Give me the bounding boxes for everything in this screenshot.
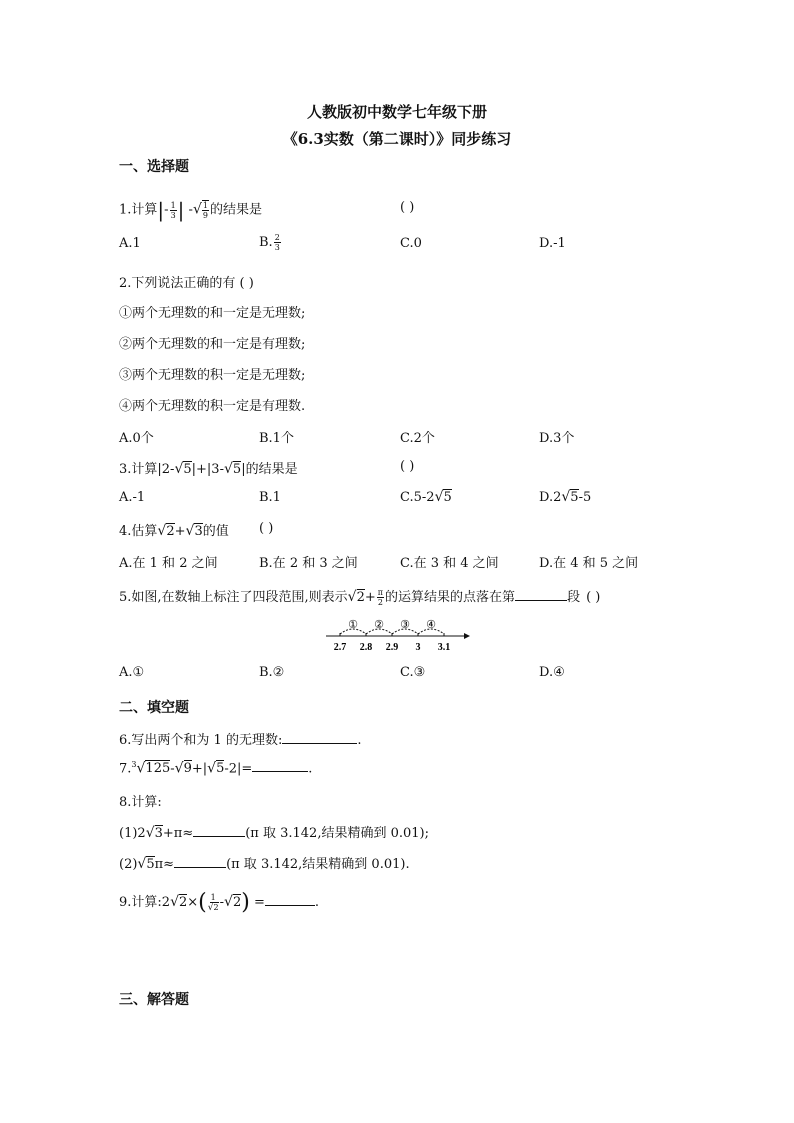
q4-answer-paren: ( ) xyxy=(259,521,274,536)
q5-option-a: A.① xyxy=(119,665,145,680)
sqrt-icon: √ xyxy=(145,825,155,841)
q1-frac-2: $\frac{1}{9}$ xyxy=(202,201,208,220)
q2-option-c: C.2个 xyxy=(400,431,435,446)
section-heading-choice: 一、选择题 xyxy=(119,159,189,175)
q2-option-d: D.3个 xyxy=(539,431,575,446)
q2-statement-2: ②两个无理数的和一定是有理数; xyxy=(119,337,306,352)
q5-option-d: D.④ xyxy=(539,665,565,680)
q5-option-b: B.② xyxy=(259,665,285,680)
sqrt-icon: √ xyxy=(347,589,357,605)
q1-option-b: B. $\frac{2}{3}$ xyxy=(259,233,280,252)
sqrt-icon: √ xyxy=(170,894,179,910)
sqrt-icon: √ xyxy=(157,523,167,539)
question-3: 3.计算|2-√5|+|3-√5|的结果是 xyxy=(119,461,298,477)
q2-statement-3: ③两个无理数的积一定是无理数; xyxy=(119,368,306,383)
q4-option-a: A.在 1 和 2 之间 xyxy=(119,556,218,571)
number-line-tick-label: 3 xyxy=(415,642,421,653)
number-line-tick-label: 3.1 xyxy=(437,642,451,653)
sqrt-icon: √ xyxy=(137,856,147,872)
q1-frac-1: $\frac{1}{3}$ xyxy=(170,200,176,220)
question-6: 6.写出两个和为 1 的无理数: . xyxy=(119,733,362,748)
q3-answer-paren: ( ) xyxy=(400,459,415,474)
q2-statement-4: ④两个无理数的积一定是有理数. xyxy=(119,399,306,414)
title-line-1: 人教版初中数学七年级下册 xyxy=(306,103,487,121)
title-line-2: 《6.3实数（第二课时）》同步练习 xyxy=(282,130,512,148)
q4-option-b: B.在 2 和 3 之间 xyxy=(259,556,358,571)
sqrt-icon: √ xyxy=(192,201,202,218)
q1-prefix: 1.计算 xyxy=(119,202,158,218)
number-line-figure xyxy=(320,616,470,660)
number-line-tick-label: 2.9 xyxy=(385,642,399,653)
q8-part-2: (2)√5π≈ (π 取 3.142,结果精确到 0.01). xyxy=(119,856,410,872)
q1-answer-paren: ( ) xyxy=(400,200,415,215)
sqrt-icon: √ xyxy=(174,461,184,477)
number-line-segment-label: ④ xyxy=(426,619,436,631)
section-heading-fill: 二、填空题 xyxy=(119,700,189,716)
section-heading-answer: 三、解答题 xyxy=(119,992,189,1008)
sqrt-icon: √ xyxy=(223,461,233,477)
question-4: 4.估算√2+√3的值 xyxy=(119,523,229,539)
question-2: 2.下列说法正确的有 ( ) xyxy=(119,276,254,291)
number-line-segment-label: ① xyxy=(348,619,358,631)
sqrt-icon: √ xyxy=(174,760,184,777)
question-5: 5.如图,在数轴上标注了四段范围,则表示√2+ $\frac{\pi}{2}$ 的运算结果的点落在第 段 ( ) xyxy=(119,588,601,607)
q1-option-a: A.1 xyxy=(119,236,141,251)
question-8: 8.计算: xyxy=(119,795,162,810)
abs-bar-left: | xyxy=(157,198,165,222)
q1-option-d: D.-1 xyxy=(539,236,566,251)
question-7: 7.$^3$√125-√9+|√5-2|= . xyxy=(119,760,313,777)
sqrt-icon: √ xyxy=(561,489,571,505)
sqrt-icon: √ xyxy=(224,894,233,910)
number-line-tick-label: 2.7 xyxy=(333,642,347,653)
q3-option-a: A.-1 xyxy=(119,490,146,505)
number-line-tick-label: 2.8 xyxy=(359,642,373,653)
q1-suffix: 的结果是 xyxy=(209,202,262,218)
q8-1-answer-blank xyxy=(193,836,245,837)
number-line-segment-label: ③ xyxy=(400,619,410,631)
q1-option-c: C.0 xyxy=(400,236,422,251)
q2-statement-1: ①两个无理数的和一定是无理数; xyxy=(119,306,306,321)
sqrt-icon: √ xyxy=(185,523,195,539)
number-line-segment-label: ② xyxy=(374,619,384,631)
q2-option-b: B.1个 xyxy=(259,431,294,446)
q3-option-b: B.1 xyxy=(259,490,281,505)
q8-part-1: (1)2√3+π≈ (π 取 3.142,结果精确到 0.01); xyxy=(119,825,429,841)
sqrt-icon: √ xyxy=(207,760,217,777)
question-1: 1.计算|- $\frac{1}{3}$ | -√ $\frac{1}{9}$ 的结果是 xyxy=(119,198,262,222)
sqrt-icon: √ xyxy=(434,489,444,505)
sqrt-icon: √ xyxy=(136,760,146,777)
q8-2-answer-blank xyxy=(174,867,226,868)
number-line-arcs xyxy=(340,619,444,634)
q5-answer-blank xyxy=(515,600,567,601)
q6-answer-blank xyxy=(282,743,357,744)
q4-option-c: C.在 3 和 4 之间 xyxy=(400,556,499,571)
abs-bar-right: | xyxy=(177,198,185,222)
q2-option-a: A.0个 xyxy=(119,431,154,446)
q5-option-c: C.③ xyxy=(400,665,426,680)
q3-option-d: D.2√5-5 xyxy=(539,489,592,505)
q7-answer-blank xyxy=(252,771,308,772)
q3-option-c: C.5-2√5 xyxy=(400,489,452,505)
q9-answer-blank xyxy=(265,905,315,906)
question-9: 9.计算:2√2×( $\frac{1}{√2}$ -√2) = . xyxy=(119,890,319,915)
q4-option-d: D.在 4 和 5 之间 xyxy=(539,556,639,571)
